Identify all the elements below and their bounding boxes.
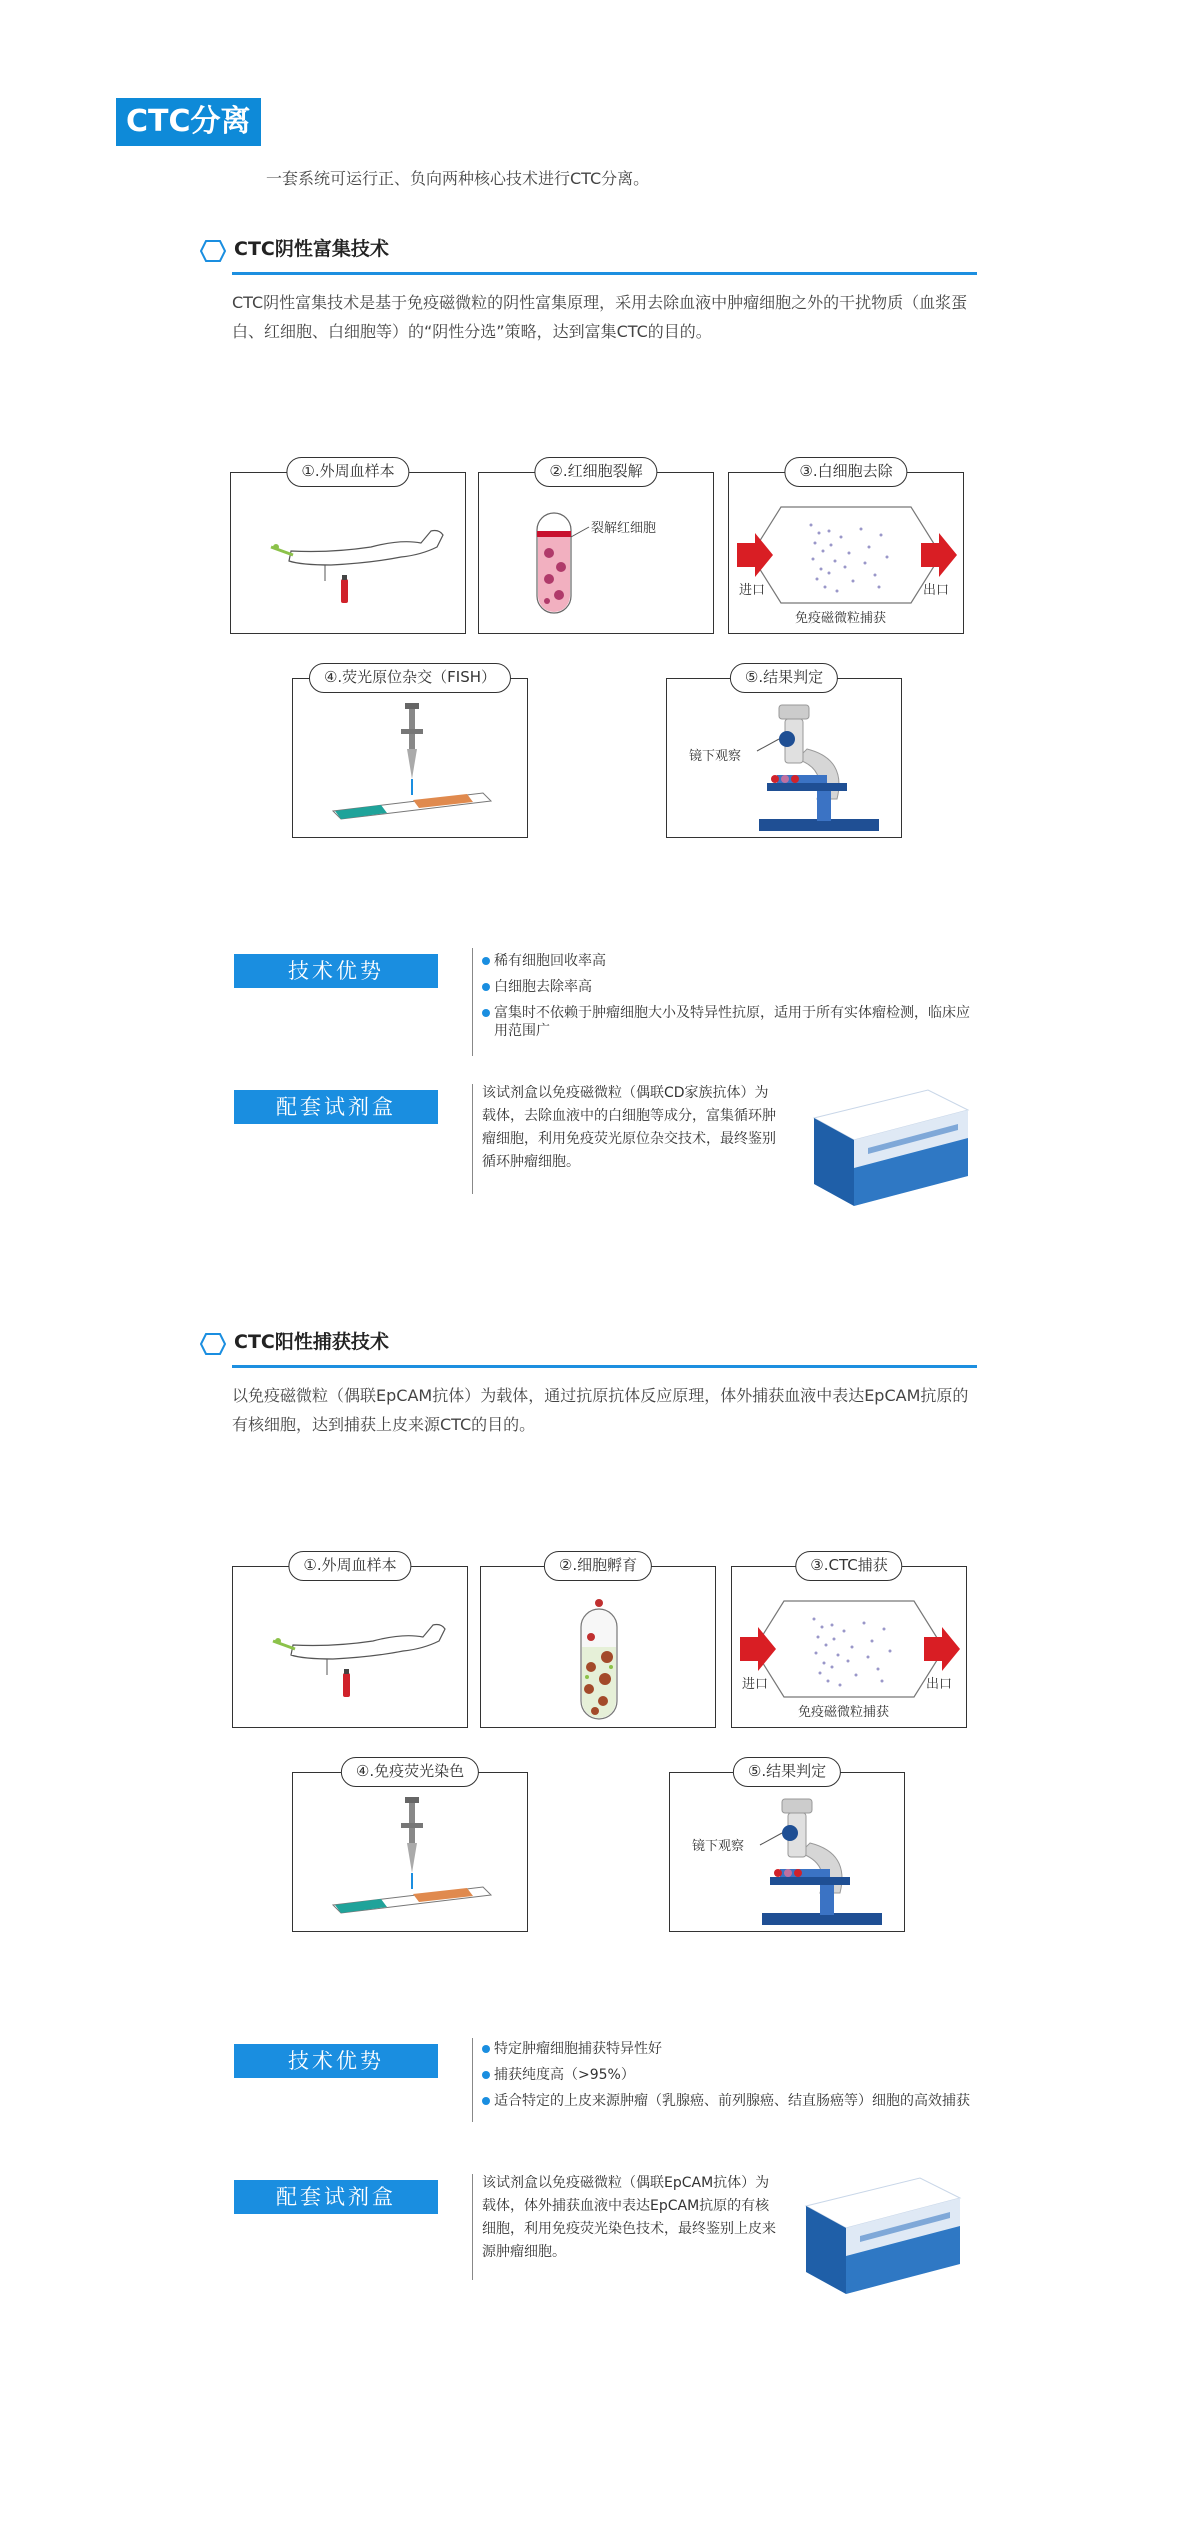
advantage-item: 稀有细胞回收率高 bbox=[482, 952, 982, 970]
microscope-label: 镜下观察 bbox=[689, 749, 742, 764]
advantage-item: 特定肿瘤细胞捕获特异性好 bbox=[482, 2040, 1002, 2058]
advantage-item: 适合特定的上皮来源肿瘤（乳腺癌、前列腺癌、结直肠癌等）细胞的高效捕获 bbox=[482, 2092, 1002, 2110]
pipette-slide-illustration bbox=[293, 1773, 529, 1933]
section-divider bbox=[232, 272, 977, 275]
step-label: ⑤.结果判定 bbox=[733, 1757, 841, 1787]
step-panel-rbc-lysis bbox=[478, 462, 714, 634]
reagent-kit-box-image bbox=[800, 2176, 964, 2296]
kit-description: 该试剂盒以免疫磁微粒（偶联CD家族抗体）为载体，去除血液中的白细胞等成分，富集循环肿瘤细胞，利用免疫荧光原位杂交技术，最终鉴别循环肿瘤细胞。 bbox=[482, 1085, 776, 1170]
advantage-list bbox=[482, 2040, 1002, 2118]
step-panel-fish bbox=[292, 668, 528, 838]
step-label: ③.白细胞去除 bbox=[784, 457, 907, 487]
hexagon-icon bbox=[200, 1333, 226, 1355]
microscope-label: 镜下观察 bbox=[692, 1839, 745, 1854]
inlet-label: 进口 bbox=[739, 583, 766, 598]
section-title: CTC阳性捕获技术 bbox=[234, 1331, 389, 1353]
arm-blood-draw-illustration bbox=[231, 473, 467, 635]
advantage-badge: 技术优势 bbox=[234, 2044, 438, 2078]
step-panel-incubation bbox=[480, 1556, 716, 1728]
section-description: 以免疫磁微粒（偶联EpCAM抗体）为载体，通过抗原抗体反应原理，体外捕获血液中表达EpCAM抗原的有核细胞，达到捕获上皮来源CTC的目的。 bbox=[232, 1386, 969, 1434]
advantage-item: 捕获纯度高（>95%） bbox=[482, 2066, 1002, 2084]
step-panel-staining bbox=[292, 1762, 528, 1932]
test-tube-illustration bbox=[479, 473, 715, 635]
divider-line bbox=[472, 1084, 473, 1194]
incubation-tube-illustration bbox=[481, 1567, 717, 1729]
step-panel-blood-sample bbox=[232, 1556, 468, 1728]
kit-description: 该试剂盒以免疫磁微粒（偶联EpCAM抗体）为载体，体外捕获血液中表达EpCAM抗原的有核细胞，利用免疫荧光染色技术，最终鉴别上皮来源肿瘤细胞。 bbox=[482, 2175, 776, 2260]
reagent-kit-box-image bbox=[808, 1088, 972, 1208]
page-title: CTC分离 bbox=[116, 98, 261, 146]
outlet-label: 出口 bbox=[926, 1677, 953, 1692]
section-description: CTC阴性富集技术是基于免疫磁微粒的阴性富集原理，采用去除血液中肿瘤细胞之外的干扰物质（血浆蛋白、红细胞、白细胞等）的“阴性分选”策略，达到富集CTC的目的。 bbox=[232, 293, 968, 341]
inlet-label: 进口 bbox=[742, 1677, 769, 1692]
capture-label: 免疫磁微粒捕获 bbox=[798, 1705, 890, 1720]
divider-line bbox=[472, 948, 473, 1056]
step-label: ⑤.结果判定 bbox=[730, 663, 838, 693]
advantage-list bbox=[482, 952, 982, 1048]
step-panel-ctc-capture bbox=[731, 1556, 967, 1728]
step-label: ②.红细胞裂解 bbox=[534, 457, 657, 487]
step-label: ③.CTC捕获 bbox=[795, 1551, 902, 1581]
pipette-slide-illustration bbox=[293, 679, 529, 839]
divider-line bbox=[472, 2038, 473, 2122]
step-panel-result bbox=[669, 1762, 905, 1932]
step-label: ④.荧光原位杂交（FISH） bbox=[309, 663, 511, 693]
kit-badge: 配套试剂盒 bbox=[234, 1090, 438, 1124]
kit-badge: 配套试剂盒 bbox=[234, 2180, 438, 2214]
advantage-badge: 技术优势 bbox=[234, 954, 438, 988]
step-label: ②.细胞孵育 bbox=[544, 1551, 652, 1581]
step-label: ①.外周血样本 bbox=[286, 457, 409, 487]
advantage-item: 富集时不依赖于肿瘤细胞大小及特异性抗原，适用于所有实体瘤检测，临床应用范围广 bbox=[482, 1004, 982, 1040]
capture-label: 免疫磁微粒捕获 bbox=[795, 611, 887, 626]
step-panel-wbc-removal bbox=[728, 462, 964, 634]
step-label: ④.免疫荧光染色 bbox=[341, 1757, 479, 1787]
section-divider bbox=[232, 1365, 977, 1368]
step-label: ①.外周血样本 bbox=[288, 1551, 411, 1581]
section-title: CTC阴性富集技术 bbox=[234, 238, 389, 260]
hexagon-icon bbox=[200, 240, 226, 262]
intro-text: 一套系统可运行正、负向两种核心技术进行CTC分离。 bbox=[266, 169, 650, 188]
step-panel-result bbox=[666, 668, 902, 838]
tube-label: 裂解红细胞 bbox=[591, 521, 657, 536]
step-panel-blood-sample bbox=[230, 462, 466, 634]
divider-line bbox=[472, 2174, 473, 2280]
arm-blood-draw-illustration bbox=[233, 1567, 469, 1729]
outlet-label: 出口 bbox=[923, 583, 950, 598]
advantage-item: 白细胞去除率高 bbox=[482, 978, 982, 996]
